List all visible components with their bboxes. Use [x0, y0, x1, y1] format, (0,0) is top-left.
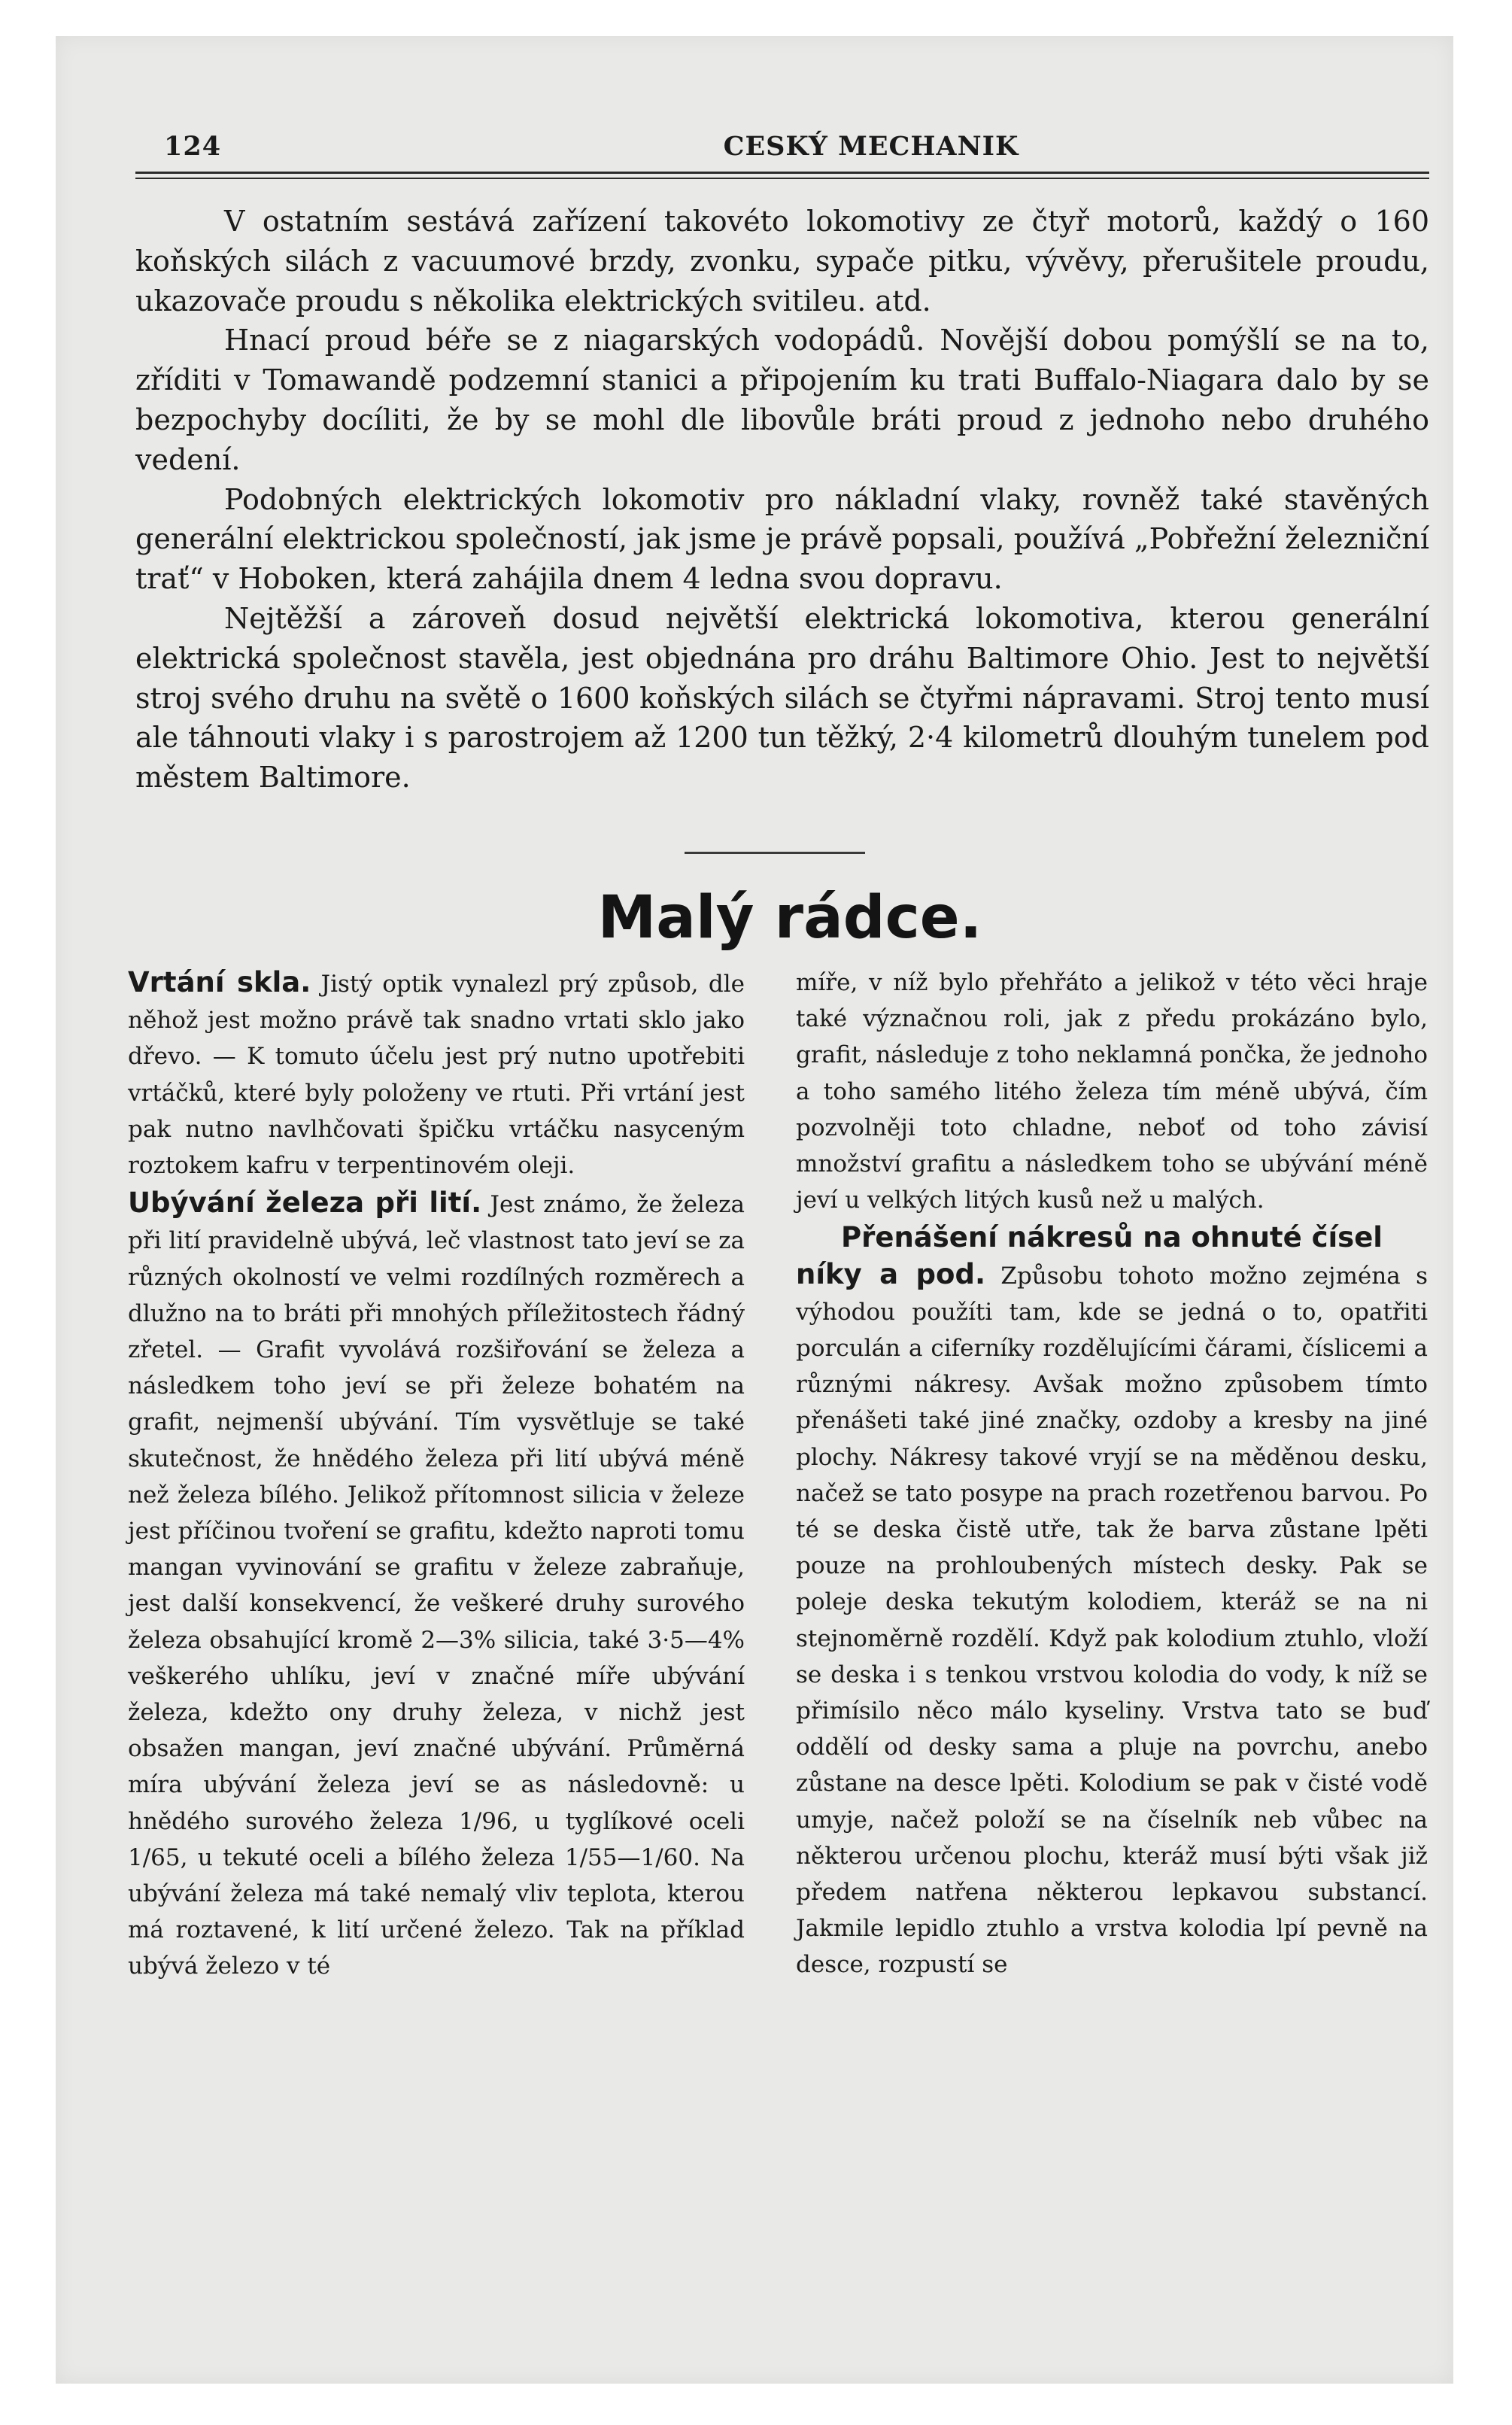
- item-heading: Vrtání skla.: [128, 966, 311, 998]
- right-column: [796, 965, 1428, 1985]
- item-prenaseni-nakresu: [796, 1257, 1428, 1983]
- paragraph: Hnací proud béře se z niagarských vodopádů. Novější dobou pomýšlí se na to, zříditi v Tomawandě podzemní stanici a připojením ku trati Buffalo-Niagara dalo by se bezpochyby docíliti, že by se mohl dle libovůle bráti proud z jednoho nebo druhého vedení.: [135, 324, 1429, 476]
- item-continuation: míře, v níž bylo přehřáto a jelikož v této věci hraje také význačnou roli, jak z předu prokázáno bylo, grafit, následuje z toho neklamná pončka, že jednoho a toho samého litého železa tím méně ubývá, čím pozvolněji toto chladne, neboť od toho závisí množství grafitu a následkem toho se ubývání méně jeví u velkých litých kusů než u malých.: [796, 969, 1428, 1214]
- section-title: Malý rádce.: [597, 884, 982, 952]
- item-text: Jistý optik vynalezl prý způsob, dle něhož jest možno právě tak snadno vrtati sklo jako dřevo. — K tomuto účelu jest prý nutno upotřebiti vrtáčků, které byly položeny ve rtuti. Při vrtání jest pak nutno navlhčovati špičku vrtáčku nasyceným roztokem kafru v terpentinovém oleji.: [128, 971, 745, 1180]
- item-vrtani-skla: [128, 965, 745, 1184]
- item-text: Způsobu tohoto možno zejména s výhodou použíti tam, kde se jedná o to, opatřiti porculán a ciferníky rozdělujícími čárami, číslicemi a různými nákresy. Avšak možno způsobem tímto přenášeti také jiné značky, ozdoby a kresby na jiné plochy. Nákresy takové vryjí se na měděnou desku, načež se tato posype na prach rozetřenou barvou. Po té se deska čistě utře, tak že barva zůstane lpěti pouze na prohloubených místech desky. Pak se poleje deska tekutým kolodiem, kteráž se na ni stejnoměrně rozdělí. Když pak kolodium ztuhlo, vloží se deska i s tenkou vrstvou kolodia do vody, k níž se přimísilo něco málo kyseliny. Vrstva tato se buď oddělí od desky sama a pluje na povrchu, anebo zůstane na desce lpěti. Kolodium se pak v čisté vodě umyje, načež položí se na číselník neb vůbec na některou určenou plochu, kteráž musí býti však již předem natřena některou lepkavou substancí. Jakmile lepidlo ztuhlo a vrstva kolodia lpí pevně na desce, rozpustí se: [796, 1262, 1428, 1979]
- item-heading: Ubývání železa při lití.: [128, 1187, 482, 1220]
- page-header: [164, 126, 1428, 166]
- paragraph: Podobných elektrických lokomotiv pro nákladní vlaky, rovněž také stavěných generální elektrickou společností, jak jsme je právě popsali, používá „Pobřežní železniční trať“ v Hoboken, která zahájila dnem 4 ledna svou dopravu.: [135, 482, 1429, 596]
- running-title: CESKÝ MECHANIK: [723, 131, 1019, 162]
- article-continuation: [135, 202, 1429, 798]
- item-text: Jest známo, že železa při lití pravidelně ubývá, leč vlastnost tato jeví se za různých okolností ve velmi rozdílných rozměrech a dlužno na to bráti při mnohých příležitostech řádný zřetel. — Grafit vyvolává rozšiřování se železa a následkem toho jeví se při železe bohatém na grafit, nejmenší ubývání. Tím vysvětluje se také skutečnost, že hnědého železa při lití ubývá méně než železa bílého. Jelikož přítomnost silicia v železe jest příčinou tvoření se grafitu, kdežto naproti tomu mangan vyvinování se grafitu v železe zabraňuje, jest další konsekvencí, že veškeré druhy surového železa obsahující kromě 2—3% silicia, také 3·5—4% veškerého uhlíku, jeví v značné míře ubývání železa, kdežto ony druhy železa, v nichž jest obsažen mangan, jeví značné ubývání. Průměrná míra ubývání železa jeví se as následovně: u hnědého surového železa 1/96, u tyglíkové oceli 1/65, u tekuté oceli a bílého železa 1/55—1/60. Na ubývání železa má také nemalý vliv teplota, kterou má roztavené, k lití určené železo. Tak na příklad ubývá železo v té: [128, 1191, 745, 1980]
- item-ubyvani-zeleza: [128, 1185, 745, 1984]
- header-rule: [135, 172, 1429, 174]
- item-heading: Přenášení nákresů na ohnuté čísel: [840, 1221, 1383, 1254]
- page-number: 124: [164, 131, 222, 162]
- item-heading-cont: níky a pod.: [796, 1257, 986, 1290]
- left-column: [128, 965, 745, 1986]
- paragraph: V ostatním sestává zařízení takovéto lokomotivy ze čtyř motorů, každý o 160 koňských silách z vacuumové brzdy, zvonku, sypače pitku, vývěvy, přerušitele proudu, ukazovače proudu s několika elektrických svitileu. atd.: [135, 205, 1429, 318]
- section-separator: [685, 852, 865, 854]
- paragraph: Nejtěžší a zároveň dosud největší elektrická lokomotiva, kterou generální elektrická společnost stavěla, jest objednána pro dráhu Baltimore Ohio. Jest to největší stroj svého druhu na světě o 1600 koňských silách se čtyřmi nápravami. Stroj tento musí ale táhnouti vlaky i s parostrojem až 1200 tun těžký, 2·4 kilometrů dlouhým tunelem pod městem Baltimore.: [135, 601, 1429, 795]
- header-rule-thin: [135, 178, 1429, 179]
